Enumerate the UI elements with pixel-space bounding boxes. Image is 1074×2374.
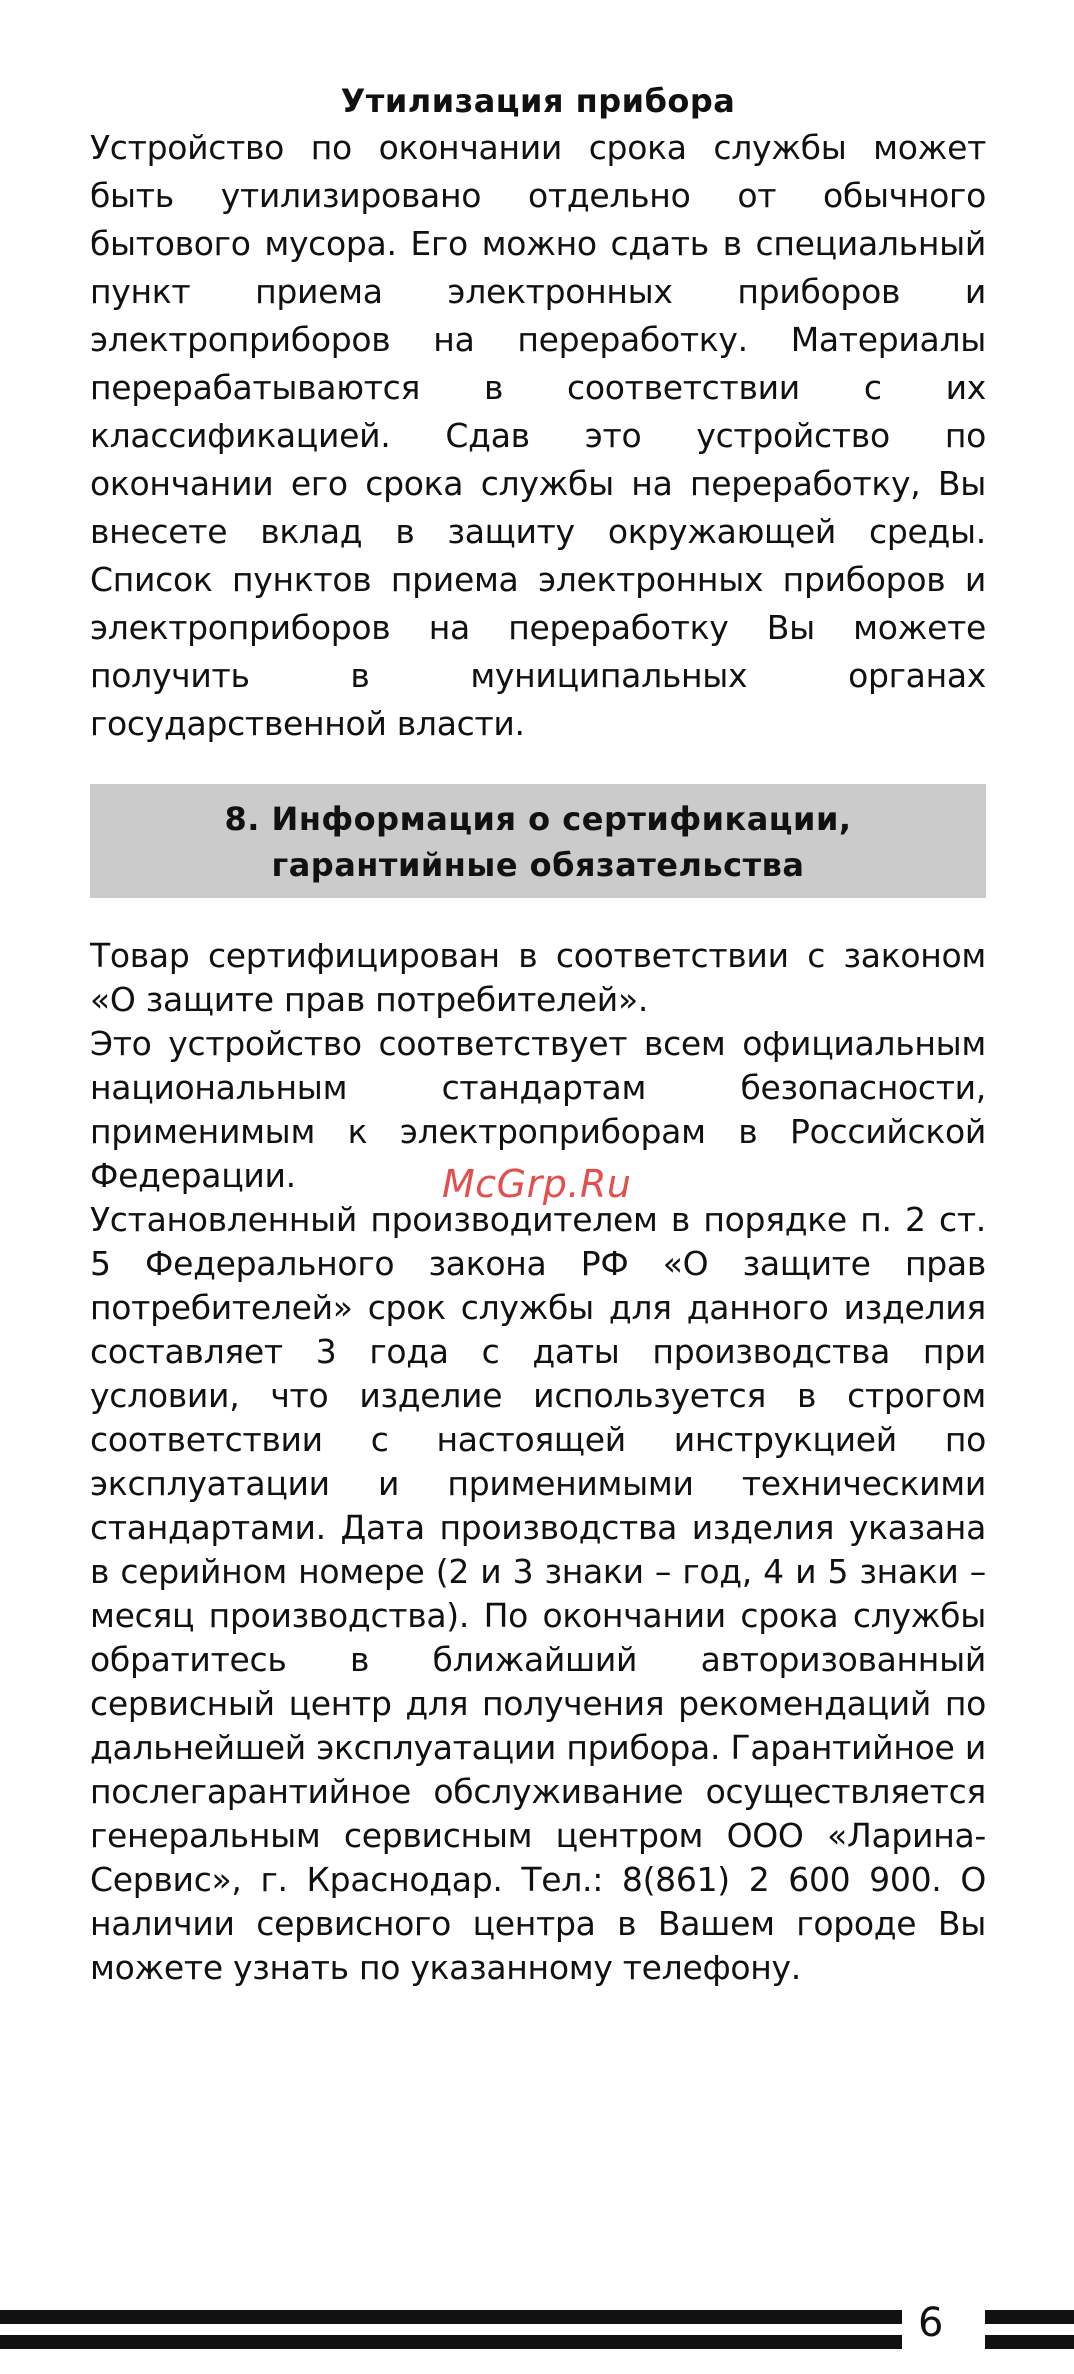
footer-bar-top-right (985, 2310, 1074, 2324)
certification-paragraph-3: Установленный производителем в порядке п. 2 ст. 5 Федерального закона РФ «О защите прав потребителей» срок службы для данного изделия составляет 3 года с даты производства при условии, что изделие используется в строгом соответствии с настоящей инструкцией по эксплуатации и применимыми техническими стандартами. Дата производства изделия указана в серийном номере (2 и 3 знаки – год, 4 и 5 знаки – месяц производства). По окончании срока службы обратитесь в ближайший авторизованный сервисный центр для получения рекомендаций по дальнейшей эксплуатации прибора. Гарантийное и послегарантийное обслуживание осуществляется генеральным сервисным центром ООО «Ларина-Сервис», г. Краснодар. Тел.: 8(861) 2 600 900. О наличии сервисного центра в Вашем городе Вы можете узнать по указанному телефону. (90, 1200, 986, 1987)
certification-paragraph-1: Товар сертифицирован в соответствии с законом «О защите прав потребителей». (90, 936, 986, 1019)
disposal-title: Утилизация прибора (340, 82, 736, 120)
spacer (90, 898, 986, 934)
certification-heading: 8. Информация о сертификации, гарантийные обязательства (90, 784, 986, 898)
page-number: 6 (918, 2300, 944, 2346)
page-content (90, 78, 986, 1990)
footer-bar-bottom-left (0, 2335, 902, 2349)
watermark-text: McGrp.Ru (442, 1162, 632, 1206)
footer-bar-bottom-right (985, 2335, 1074, 2349)
certification-paragraph-2: Это устройство соответствует всем официальным национальным стандартам безопасности, применимым к электроприборам в Российской Федерации. (90, 1024, 986, 1195)
footer-bar-top-left (0, 2310, 902, 2324)
disposal-text: Устройство по окончании срока службы может быть утилизировано отдельно от обычного бытового мусора. Его можно сдать в специальный пункт приема электронных приборов и электроприборов на переработку. Материалы перерабатываются в соответствии с их классификацией. Сдав это устройство по окончании его срока службы на переработку, Вы внесете вклад в защиту окружающей среды. Список пунктов приема электронных приборов и электроприборов на переработку Вы можете получить в муниципальных органах государственной власти. (90, 128, 986, 743)
